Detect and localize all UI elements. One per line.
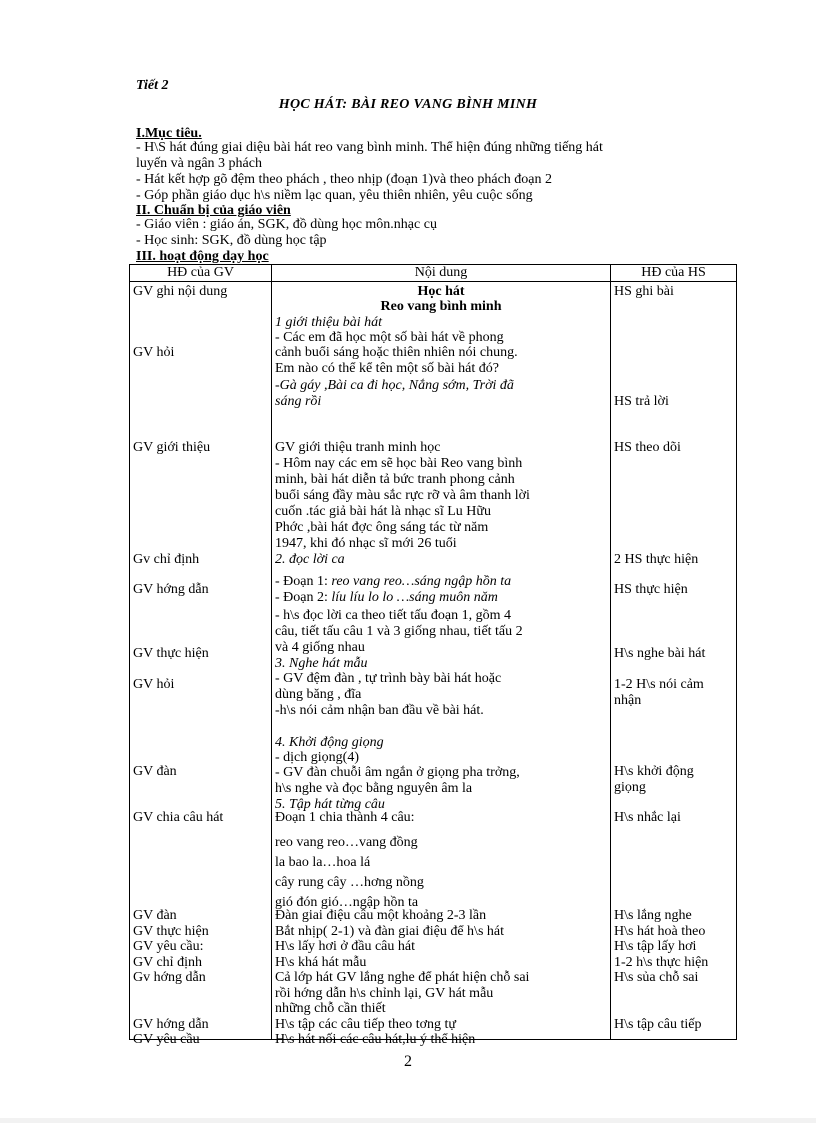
- gv-item: GV ghi nội dung: [133, 283, 228, 299]
- objective-line: - Góp phần giáo dục h\s niềm lạc quan, yêu thiên nhiên, yêu cuộc sống: [136, 188, 533, 203]
- lesson-title: HỌC HÁT: BÀI REO VANG BÌNH MINH: [278, 97, 538, 112]
- hs-item: HS ghi bài: [614, 283, 674, 299]
- content-line: minh, bài hát diễn tả bức tranh phong cảnh: [275, 471, 515, 487]
- hs-item: H\s tập lấy hơi: [614, 938, 697, 954]
- hs-item: H\s nhắc lại: [614, 809, 681, 825]
- objective-line: - Hát kết hợp gõ đệm theo phách , theo nhịp (đoạn 1)và theo phách đoạn 2: [136, 172, 553, 187]
- content-line: Em nào có thể kể tên một số bài hát đó?: [275, 360, 499, 376]
- content-lyrics: reo vang reo…sáng ngập hồn ta: [331, 573, 512, 589]
- content-line: sáng rồi: [275, 393, 322, 409]
- content-label: - Đoạn 1:: [275, 573, 332, 589]
- step-title: 2. đọc lời ca: [275, 551, 345, 567]
- step-title: 4. Khởi động giọng: [275, 734, 384, 750]
- lyric-line: la bao la…hoa lá: [275, 854, 371, 870]
- step-title: 1 giới thiệu bài hát: [275, 314, 383, 330]
- section-objectives-heading: I.Mục tiêu.: [136, 126, 202, 141]
- gv-item: GV giới thiệu: [133, 439, 211, 455]
- content-line: - h\s đọc lời ca theo tiết tấu đoạn 1, gồm 4: [275, 607, 512, 623]
- hs-item: nhận: [614, 692, 642, 708]
- content-line: rồi hớng dẫn h\s chỉnh lại, GV hát mẫu: [275, 985, 494, 1001]
- content-lyrics: líu líu lo lo …sáng muôn năm: [331, 589, 498, 605]
- hs-item: H\s tập câu tiếp: [614, 1016, 702, 1032]
- header-content: Nội dung: [272, 265, 611, 282]
- step-title: 5. Tập hát từng câu: [275, 796, 385, 812]
- gv-item: GV chia câu hát: [133, 809, 224, 825]
- preparation-line: - Giáo viên : giáo án, SGK, đồ dùng học môn.nhạc cụ: [136, 217, 437, 232]
- content-label: - Đoạn 2:: [275, 589, 332, 605]
- content-line: - GV đàn chuỗi âm ngắn ở giọng pha trởng,: [275, 764, 520, 780]
- hs-item: H\s lắng nghe: [614, 907, 692, 923]
- lesson-label: Tiết 2: [136, 78, 169, 93]
- gv-item: GV thực hiện: [133, 645, 209, 661]
- student-activity-column: [611, 281, 737, 1039]
- gv-item: GV hớng dẫn: [133, 1016, 209, 1032]
- content-heading: Học hát: [417, 283, 465, 299]
- section-preparation-heading: II. Chuẩn bị của giáo viên: [136, 203, 291, 218]
- content-line: Phớc ,bài hát đợc ông sáng tác từ năm: [275, 519, 489, 535]
- objective-line: - H\S hát đúng giai diệu bài hát reo vang bình minh. Thể hiện đúng những tiếng hát: [136, 140, 603, 155]
- gv-item: GV thực hiện: [133, 923, 209, 939]
- table-header-row: [130, 265, 737, 282]
- hs-item: H\s khởi động: [614, 763, 694, 779]
- step-title: 3. Nghe hát mẫu: [275, 655, 368, 671]
- header-teacher-activity: HĐ của GV: [130, 265, 272, 282]
- page-bottom-edge: [0, 1118, 816, 1123]
- header-student-activity: HĐ của HS: [611, 265, 737, 282]
- hs-item: giọng: [614, 779, 646, 795]
- section-activities-heading: III. hoạt động dạy học: [136, 249, 269, 264]
- content-line: H\s hát nối các câu hát,lu ý thể hiện: [275, 1031, 476, 1047]
- content-line: - Hôm nay các em sẽ học bài Reo vang bình: [275, 455, 523, 471]
- gv-item: GV hỏi: [133, 676, 175, 692]
- content-line: cảnh buổi sáng hoặc thiên nhiên nói chung.: [275, 344, 518, 360]
- content-line: Cả lớp hát GV lắng nghe để phát hiện chỗ sai: [275, 969, 530, 985]
- content-line: dùng băng , đĩa: [275, 686, 362, 702]
- hs-item: HS theo dõi: [614, 439, 681, 455]
- content-line: - GV đệm đàn , tự trình bày bài hát hoặc: [275, 670, 502, 686]
- content-line: h\s nghe và đọc bằng nguyên âm la: [275, 780, 473, 796]
- page-number: 2: [404, 1053, 412, 1070]
- content-line: [275, 590, 607, 606]
- gv-item: GV yêu cầu: [133, 1031, 200, 1047]
- content-line: cuốn .tác giả bài hát là nhạc sĩ Lu Hữu: [275, 503, 491, 519]
- gv-item: GV hỏi: [133, 344, 175, 360]
- hs-item: 1-2 H\s nói cảm: [614, 676, 704, 692]
- content-line: Bắt nhịp( 2-1) và đàn giai điệu để h\s hát: [275, 923, 504, 939]
- gv-item: GV chỉ định: [133, 954, 202, 970]
- hs-item: H\s hát hoà theo: [614, 923, 706, 939]
- content-line: GV giới thiệu tranh minh học: [275, 439, 441, 455]
- lyric-line: gió đón gió…ngập hồn ta: [275, 894, 419, 910]
- content-line: Đàn giai điệu câu một khoảng 2-3 lần: [275, 907, 487, 923]
- content-line: và 4 giống nhau: [275, 639, 365, 655]
- content-column: [272, 281, 611, 1047]
- hs-item: HS trả lời: [614, 393, 669, 409]
- content-line: -Gà gáy ,Bài ca đi học, Nắng sớm, Trời đã: [275, 377, 514, 393]
- lyric-line: reo vang reo…vang đồng: [275, 834, 418, 850]
- teacher-activity-column: [130, 281, 272, 1047]
- objective-line: luyến và ngân 3 phách: [136, 156, 262, 171]
- gv-item: GV yêu cầu:: [133, 938, 204, 954]
- content-line: H\s tập các câu tiếp theo tơng tự: [275, 1016, 456, 1032]
- content-line: [275, 574, 607, 590]
- content-line: những chỗ cần thiết: [275, 1000, 386, 1016]
- preparation-line: - Học sinh: SGK, đồ dùng học tập: [136, 233, 327, 248]
- hs-item: 1-2 h\s thực hiện: [614, 954, 709, 970]
- content-line: 1947, khi đó nhạc sĩ mới 26 tuổi: [275, 535, 457, 551]
- gv-item: GV hớng dẫn: [133, 581, 209, 597]
- content-line: - dịch giọng(4): [275, 749, 359, 765]
- content-line: H\s lấy hơi ở đầu câu hát: [275, 938, 415, 954]
- hs-item: H\s sủa chỗ sai: [614, 969, 699, 985]
- content-line: H\s khá hát mẫu: [275, 954, 367, 970]
- content-subheading: Reo vang bình minh: [380, 298, 502, 314]
- activities-table: [129, 264, 737, 1047]
- content-line: -h\s nói cảm nhận ban đầu về bài hát.: [275, 702, 484, 718]
- content-line: buổi sáng đầy màu sắc rực rỡ và âm thanh lời: [275, 487, 530, 503]
- gv-item: Gv hớng dẫn: [133, 969, 206, 985]
- table-body-row: [130, 281, 737, 1039]
- gv-item: GV đàn: [133, 763, 177, 779]
- hs-item: H\s nghe bài hát: [614, 645, 706, 661]
- gv-item: Gv chỉ định: [133, 551, 200, 567]
- hs-item: HS thực hiện: [614, 581, 688, 597]
- content-line: - Các em đã học một số bài hát về phong: [275, 329, 504, 345]
- content-line: Đoạn 1 chia thành 4 câu:: [275, 809, 415, 825]
- hs-item: 2 HS thực hiện: [614, 551, 699, 567]
- lyric-line: cây rung cây …hơng nồng: [275, 874, 424, 890]
- content-line: câu, tiết tấu câu 1 và 3 giống nhau, tiết tấu 2: [275, 623, 523, 639]
- gv-item: GV đàn: [133, 907, 177, 923]
